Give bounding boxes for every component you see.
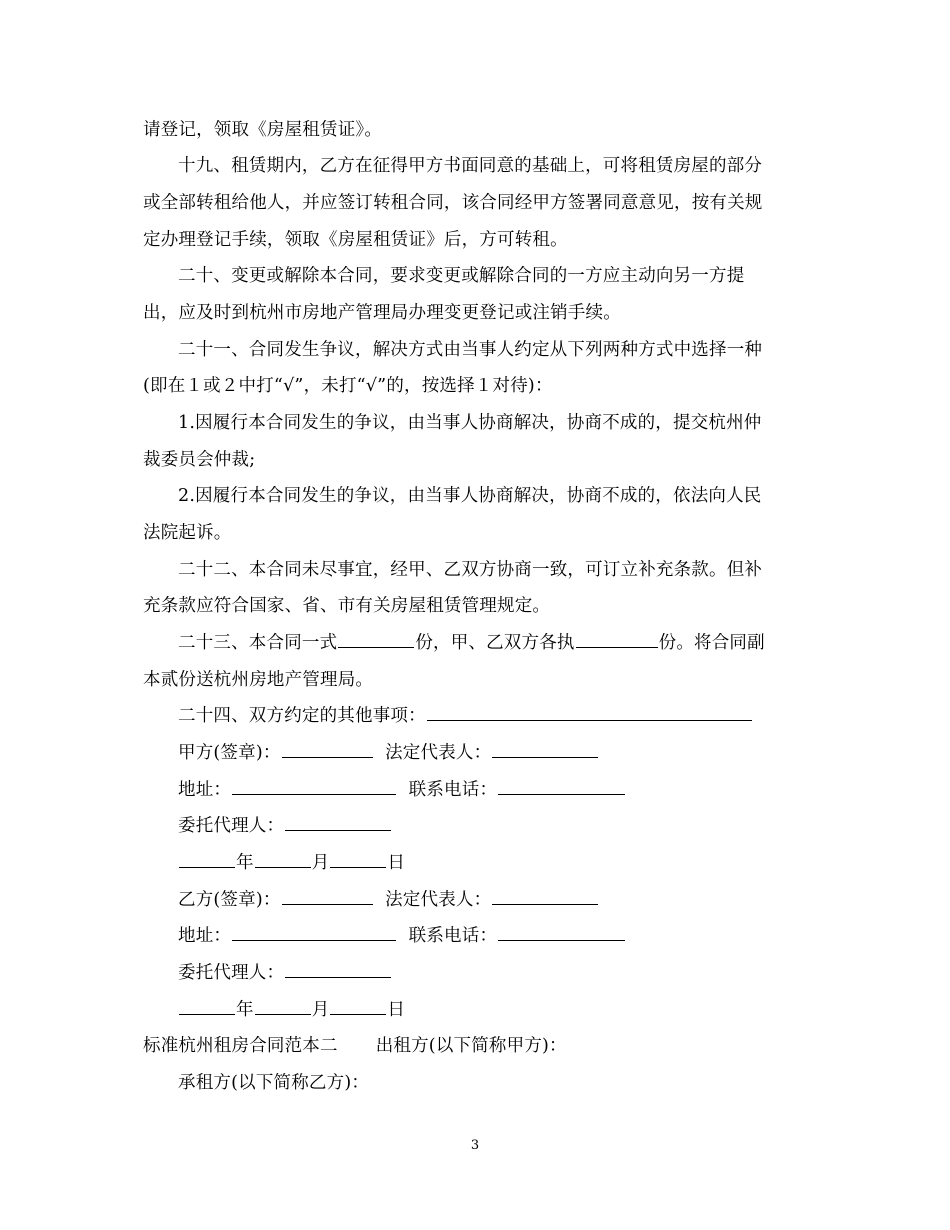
party-b-day-blank: [330, 998, 386, 1015]
party-a-month-blank: [255, 851, 311, 868]
text-line: 裁委员会仲裁;: [143, 450, 256, 470]
party-a-agent-line: [178, 814, 392, 838]
party-b-day-label: 日: [387, 1000, 406, 1020]
party-b-sign-label: 乙方(签章)：: [178, 890, 281, 910]
party-a-sign-blank: [282, 741, 373, 758]
text-line: (即在１或２中打“√”，未打“√”的，按选择１对待)：: [143, 376, 553, 396]
party-b-address-blank: [232, 924, 396, 941]
party-a-address-line: [178, 778, 626, 802]
text-line: 请登记，领取《房屋租赁证》。: [143, 120, 383, 140]
party-a-sign-label: 甲方(签章)：: [178, 743, 281, 763]
party-b-rep-blank: [492, 888, 598, 905]
text-line: 二十一、合同发生争议，解决方式由当事人约定从下列两种方式中选择一种: [178, 340, 763, 360]
party-a-day-blank: [330, 851, 386, 868]
party-a-year-label: 年: [236, 853, 254, 873]
copies-each-blank: [576, 631, 658, 648]
party-a-agent-label: 委托代理人：: [178, 816, 285, 836]
text-line: 出，应及时到杭州市房地产管理局办理变更登记或注销手续。: [143, 303, 621, 323]
party-b-phone-label: 联系电话：: [408, 926, 498, 946]
party-b-address-line: [178, 924, 626, 948]
copies-total-blank: [338, 631, 414, 648]
sample-two-title: 标准杭州租房合同范本二: [143, 1036, 338, 1056]
clause-23-line: [178, 631, 765, 655]
party-b-year-label: 年: [236, 1000, 254, 1020]
clause-23-part2: 份，甲、乙双方各执: [415, 633, 575, 653]
lessor-label: 出租方(以下简称甲方)：: [375, 1036, 567, 1056]
party-b-sign-line: [178, 888, 599, 912]
text-line: 二十二、本合同未尽事宜，经甲、乙双方协商一致，可订立补充条款。但补: [178, 560, 763, 580]
party-a-rep-blank: [492, 741, 598, 758]
clause-24-line: [178, 704, 753, 728]
clause-23-part3: 份。将合同副: [658, 633, 765, 653]
page-number: 3: [470, 1138, 480, 1153]
text-line: 十九、租赁期内，乙方在征得甲方书面同意的基础上，可将租赁房屋的部分: [178, 156, 763, 176]
party-a-day-label: 日: [387, 853, 406, 873]
party-a-phone-blank: [498, 778, 625, 795]
party-b-address-label: 地址：: [178, 926, 232, 946]
party-b-year-blank: [179, 998, 235, 1015]
text-line: 充条款应符合国家、省、市有关房屋租赁管理规定。: [143, 596, 551, 616]
party-a-agent-blank: [285, 814, 391, 831]
text-line: 2.因履行本合同发生的争议，由当事人协商解决，协商不成的，依法向人民: [178, 486, 762, 506]
sample-two-heading-line: [143, 1034, 567, 1058]
text-line: 二十、变更或解除本合同，要求变更或解除合同的一方应主动向另一方提: [178, 266, 745, 286]
party-b-sign-blank: [282, 888, 373, 905]
party-b-agent-label: 委托代理人：: [178, 963, 285, 983]
party-a-sign-line: [178, 741, 599, 765]
text-line: 本贰份送杭州房地产管理局。: [143, 670, 374, 690]
lessee-label: 承租方(以下简称乙方)：: [178, 1073, 370, 1093]
party-b-date-line: [178, 998, 405, 1022]
text-line: 法院起诉。: [143, 523, 232, 543]
party-b-phone-blank: [498, 924, 625, 941]
party-a-address-label: 地址：: [178, 780, 232, 800]
other-matters-blank: [427, 704, 752, 721]
text-line: 1.因履行本合同发生的争议，由当事人协商解决，协商不成的，提交杭州仲: [178, 413, 762, 433]
text-line: 定办理登记手续，领取《房屋租赁证》后，方可转租。: [143, 230, 568, 250]
clause-24-label: 二十四、双方约定的其他事项：: [178, 706, 426, 726]
text-line: 或全部转租给他人，并应签订转租合同，该合同经甲方签署同意意见，按有关规: [143, 193, 763, 213]
party-a-phone-label: 联系电话：: [408, 780, 498, 800]
party-a-address-blank: [232, 778, 396, 795]
party-a-month-label: 月: [311, 853, 330, 873]
party-a-date-line: [178, 851, 405, 875]
party-b-month-label: 月: [311, 1000, 330, 1020]
party-a-year-blank: [179, 851, 235, 868]
party-b-month-blank: [255, 998, 311, 1015]
party-b-rep-label: 法定代表人：: [385, 890, 492, 910]
clause-23-part1: 二十三、本合同一式: [178, 633, 338, 653]
party-a-rep-label: 法定代表人：: [385, 743, 492, 763]
party-b-agent-line: [178, 961, 392, 985]
party-b-agent-blank: [285, 961, 391, 978]
